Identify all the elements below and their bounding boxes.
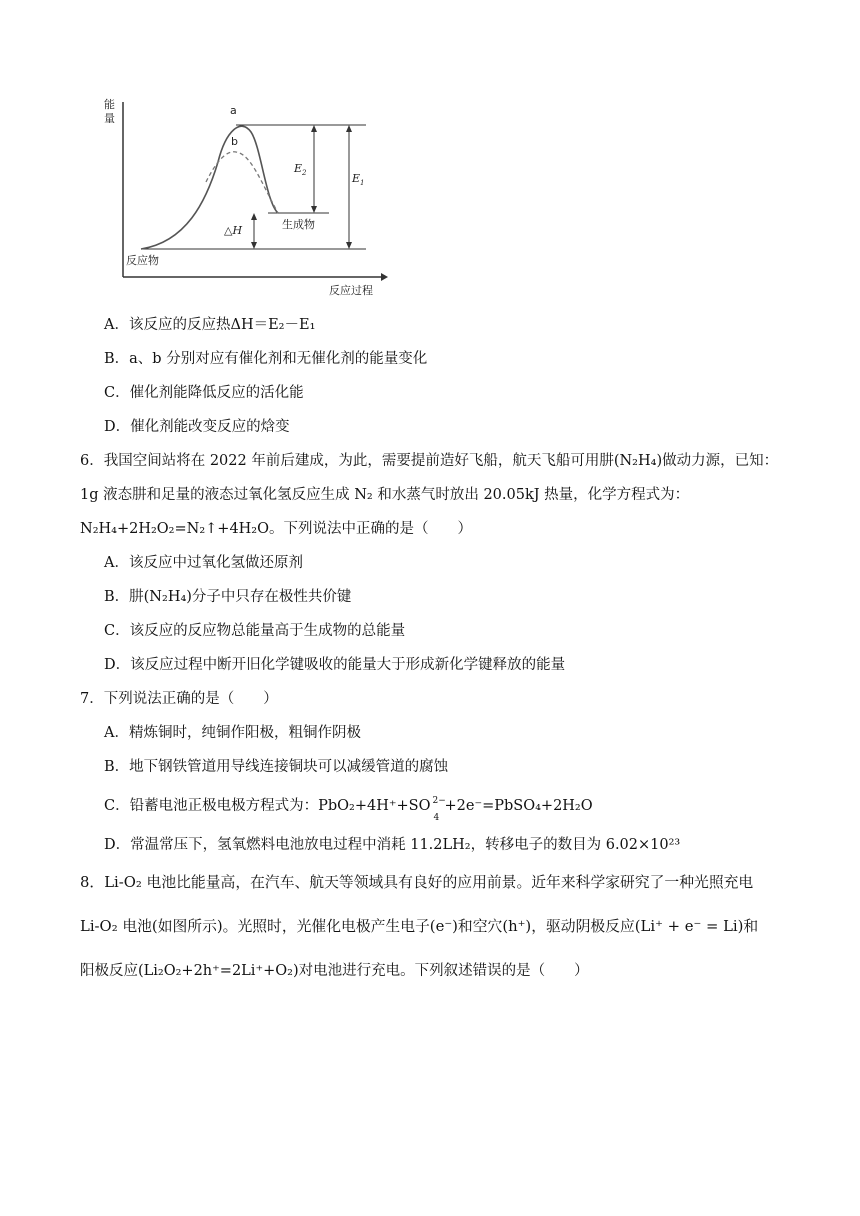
q6-option-a: A．该反应中过氧化氢做还原剂	[104, 555, 303, 571]
q8-stem-line3: 阳极反应(Li₂O₂+2h⁺=2Li⁺+O₂)对电池进行充电。下列叙述错误的是（ ）	[80, 963, 589, 979]
dh-label: △H	[224, 224, 243, 237]
q6-option-d: D．该反应过程中断开旧化学键吸收的能量大于形成新化学键释放的能量	[104, 657, 566, 673]
q7-option-d: D．常温常压下，氢氧燃料电池放电过程中消耗 11.2LH₂，转移电子的数目为 6.02×10²³	[104, 837, 681, 853]
q7-option-c	[104, 795, 593, 823]
q5-option-d: D．催化剂能改变反应的焓变	[104, 419, 290, 435]
curve-a-label: a	[230, 104, 237, 117]
e1-label: $E_1$	[352, 172, 365, 187]
sulfate-charge: 2− 4	[432, 796, 446, 823]
curve-a	[141, 126, 278, 249]
e2-arrow-head-up	[311, 125, 317, 132]
curve-b-label: b	[231, 135, 238, 148]
q5-option-c: C．催化剂能降低反应的活化能	[104, 385, 304, 401]
y-axis-label-1: 能	[104, 98, 115, 111]
q7-stem: 7．下列说法正确的是（ ）	[80, 691, 278, 707]
e2-arrow-head-down	[311, 206, 317, 213]
curve-b	[206, 152, 278, 213]
q5-option-a: A．该反应的反应热ΔH＝E₂－E₁	[104, 317, 316, 333]
q7-option-c-post: +2e⁻=PbSO₄+2H₂O	[444, 798, 593, 814]
dh-arrow-head-up	[251, 213, 257, 220]
q7-option-a: A．精炼铜时，纯铜作阳极，粗铜作阴极	[104, 725, 361, 741]
q6-stem-line2: 1g 液态肼和足量的液态过氧化氢反应生成 N₂ 和水蒸气时放出 20.05kJ 热量，化学方程式为：	[80, 487, 690, 503]
energy-diagram	[96, 92, 396, 304]
q7-option-b: B．地下钢铁管道用导线连接铜块可以减缓管道的腐蚀	[104, 759, 449, 775]
dh-arrow-head-down	[251, 242, 257, 249]
q7-option-c-pre: C．铅蓄电池正极电极方程式为：PbO₂+4H⁺+SO	[104, 798, 431, 814]
energy-diagram-svg	[96, 92, 396, 304]
product-label: 生成物	[282, 218, 315, 231]
e1-arrow-head-up	[346, 125, 352, 132]
q5-option-b: B．a、b 分别对应有催化剂和无催化剂的能量变化	[104, 351, 428, 367]
q6-stem-line3: N₂H₄+2H₂O₂=N₂↑+4H₂O。下列说法中正确的是（ ）	[80, 521, 473, 537]
e1-arrow-head-down	[346, 242, 352, 249]
q8-stem-line1: 8．Li-O₂ 电池比能量高，在汽车、航天等领域具有良好的应用前景。近年来科学家研究了一种光照充电	[80, 874, 754, 891]
x-axis-arrow	[381, 273, 388, 281]
q8-stem-line2: Li-O₂ 电池(如图所示)。光照时，光催化电极产生电子(e⁻)和空穴(h⁺)，驱动阴极反应(Li⁺ + e⁻ = Li)和	[80, 918, 759, 935]
q6-stem-line1: 6．我国空间站将在 2022 年前后建成，为此，需要提前造好飞船，航天飞船可用肼(N₂H₄)做动力源，已知：	[80, 453, 779, 469]
q6-option-b: B．肼(N₂H₄)分子中只存在极性共价键	[104, 589, 352, 605]
x-axis-label: 反应过程	[329, 284, 373, 297]
y-axis-label-2: 量	[104, 112, 115, 125]
q6-option-c: C．该反应的反应物总能量高于生成物的总能量	[104, 623, 406, 639]
reactant-label: 反应物	[126, 254, 159, 267]
e2-label: $E_2$	[294, 162, 307, 177]
